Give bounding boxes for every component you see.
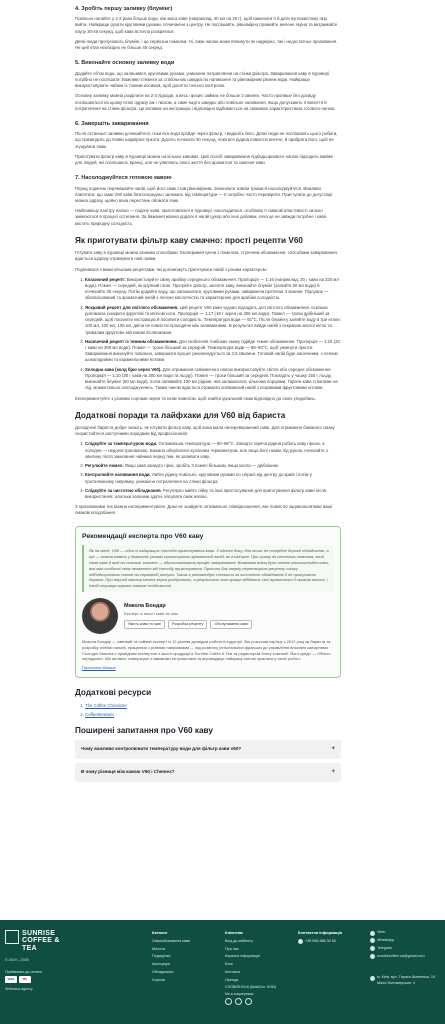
clients-link[interactable]: Блог [225, 962, 233, 967]
recipes-section [75, 236, 341, 402]
faq-heading: Поширені запитання про V60 каву [75, 726, 213, 736]
tip-text: Якщо кава занадто гірка, зробіть її помел більшим, якщо кисла — дрібнішим. [124, 463, 279, 469]
step-5 [75, 60, 341, 112]
recipe-item [85, 277, 341, 302]
step-paragraph: Основну заливку можна розділити на 2-3 підходи, а весь процес займає не більше 3 хвилин. Часто пропише без досвіду поспішаються на цьому етапі одразу аж і тиском, а саме надто швидко або повільне заливання, якщо допускають її вилиття й потрапляння на стінки фільтра. Це впливає на екстракцію і відповідно відбивається на смакових характеристиках готового напою. [75, 93, 336, 111]
phone-item[interactable]: +38 066 888 35 65 [298, 939, 342, 945]
tip-text: Лийте рідину повільно, круговими рухами по спіралі від центру до країв і потім у протилежному напрямку, уникаючи потрапляння на стінки фільтра. [85, 472, 312, 484]
tips-list [75, 441, 341, 500]
tip-item [85, 472, 341, 484]
tips-section [75, 411, 341, 517]
viber-icon [370, 931, 375, 936]
recipes-lead: Поділимося з вами кількома рецептами, які допоможуть приготувати напій з різним характером: [75, 266, 267, 272]
tip-text: Оптимальна температура — 90–96°C. Занадто гаряча рідина робить каву гіркою, а холодна — недоекстрагованою. Бажано оберігатися кухонним термометром, але якщо його немає під рукою, почекайте 1 хвилину після закипання чайника перед тим, як заливати каву. [85, 441, 329, 459]
recipe-text: Цей рецепт V60 кави чудово підходить для світлого обсмаження, оскільки допомагає розкрити фруктові та квіткові ноти. Пропорція — 1:17 (18 г зерен на 306 мл води). Помел — трохи дрібніший за середній, щоб посилити екстракцію й посилити солодкість. Температура води — 92°C. Після блумінгу залийте воду в три етапи: 100 мл, 100 мл, 106 мл, двічи не повністю проходячи між заливаннями. В результаті вийде напій з яскравою кислотністю та тривалим фруктово-квітковим післясмаком. [85, 304, 341, 335]
clients-title: Клієнтам [225, 930, 243, 935]
step-paragraph: Повільно налийте у 2-3 рази більше води, ніж маса кави (наприклад, 40 мл на 20 г), щоб намочити її й дати вуглекислому газу вийти. Найкраще рухати круговими рухами, починаючи з центру. Не поспішайте, рівномірно промийте меленe зерна та витримайте паузу 30-45 секунд, щоб кава встигла розкритися. [75, 16, 338, 34]
step-paragraph: Найповнішу палітру напою — подачу кави, приготовленої в пуровері, насолодитися, особливо її смакові властивості сильно змінюються в процесі остигання. За бажання можна додати в напій цукор або інші добавки, хоча це не завжди потрібне і кава містить природну солодкість. [75, 208, 326, 226]
tip-name: Слідкуйте за температурою води. [85, 441, 158, 447]
catalog-link[interactable]: Молота [152, 946, 165, 951]
tips-intro: Досвідчені бариста добре знають, як готувати фільтр каву, щоб вона мала неперевершений смак. Для отримання бажаного смаку скористайтеся наступними порадами від професіоналів: [75, 424, 335, 437]
recipe-text: Для любителів глибоких смаку підійде темне обсмаження. Пропорція — 1:15 (20 г кави на 300 мл води). Помел — трохи більший за середній. Температура води — 88–90°C, щоб уникнути гіркоти. Заварювання виконуйте повільно, завершити процес рекомендується за 3,5 хвилини. Готовий напій буде насиченим, з легким шоколадними та карамельними нотами. [85, 338, 340, 363]
payments-label: Приймаємо до оплати [5, 970, 43, 974]
plus-icon: + [331, 769, 335, 776]
resources-section [75, 688, 341, 718]
recipe-name: Холодна кава (колд брю через V60). [85, 366, 162, 372]
clients-link[interactable]: Про нас [225, 946, 239, 951]
step-6 [75, 121, 341, 166]
tip-item [85, 463, 341, 469]
step-paragraph: Деякі люди пропускають блумінг, і це серйозна помилка. Ні, смак напою може вплинути як надмірно, так і недостатньо проливання. Не цей етап необхідно не більше 45 секунд. [75, 38, 338, 51]
step-paragraph: Додайте об'єм води, що залишився, круговими рухами, уникаючи потрапляння на стінки фільтра. Заварювання каву в пуровері потрібно не поспішати. Важливо стежити за стабільною швидкістю наливання та рівномірним рівнем води. Найкраще використовувати чайник із тонким носиком, щоб досягти точного контролю. [75, 70, 329, 89]
tips-heading: Додаткові поради та лайфхаки для V60 від бариста [75, 410, 286, 420]
location-icon [370, 976, 375, 981]
step-title: 4. Зробіть першу заливку (блумінг) [75, 6, 173, 12]
payment-cards [5, 976, 31, 983]
recipe-name: Класичний рецепт: [85, 276, 126, 282]
step-4 [75, 6, 341, 51]
clients-link[interactable]: Оренда [225, 977, 239, 982]
recipes-heading: Як приготувати фільтр каву смачно: прості рецепти V60 [75, 235, 303, 245]
expert-tag[interactable]: Якість кави та чаю [124, 620, 165, 630]
tiktok-icon[interactable] [245, 998, 252, 1005]
expert-name: Микола Бондар [124, 602, 166, 609]
clients-link[interactable]: Контакти [225, 969, 241, 974]
mail-icon [370, 954, 375, 959]
faq-item[interactable] [75, 740, 341, 759]
expert-role: Експерт із якості кави та чаю [124, 610, 178, 616]
step-title: 6. Завершіть заварювання [75, 120, 149, 127]
expert-tags [124, 620, 252, 630]
plus-icon: + [331, 746, 335, 753]
step-7 [75, 175, 341, 227]
social-icons [225, 998, 252, 1005]
expert-title: Рекомендації експерта про V60 каву [82, 532, 204, 540]
whatsapp-item[interactable]: WhatsApp [370, 938, 438, 944]
instagram-icon[interactable] [235, 998, 242, 1005]
clients-link[interactable]: Корисна інформація [225, 954, 260, 959]
step-title: 7. Насолоджуйтеся готовою кавою [75, 175, 172, 182]
recipes-outro: Експериментуйте з різними сортами зерен та їхнім помелом, щоб знайти ідеальний смак відповідно до своїх уподобань. [75, 395, 316, 401]
catalog-link[interactable]: Сиропи [152, 977, 165, 982]
expert-tag[interactable]: Обслуговання кави [210, 620, 252, 630]
clients-link[interactable]: CЛОВІЯНСЬК (Київ/Сіл. В/30) [225, 985, 276, 990]
site-footer [0, 920, 445, 1024]
footer-catalog [152, 930, 190, 985]
logo-mark-icon [5, 930, 19, 944]
footer-messengers [370, 930, 438, 988]
expert-bio: Микола Бондар — кавовий та чайний експерт із 12-річним досвідом роботи в індустрії. Він розпочав кар'єру з 2012 році як бариста та розробку лінійки напоїв, працюючи з різними напрямками — від розвитку регіональних франшиз до управління власним кав'ярнями. Сьогодні Микола є провідним експертом з якості продукції в Sunrise Coffee & Tea та редактором блогу компанії. Його кредо — «Якість передусім». Він активно співпрацює з кавовими ентузіастами та впроваджує найкращі світові практики у своєї роботі. [82, 639, 331, 662]
expert-card [75, 526, 341, 679]
facebook-icon[interactable] [225, 998, 232, 1005]
catalog-link[interactable]: Аксесуари [152, 962, 170, 967]
copyright: © 2019 – 2025 [5, 958, 29, 962]
whatsapp-icon [370, 938, 375, 943]
email-item[interactable]: sunrisecoffee.ua@gmail.com [370, 954, 438, 960]
viber-item[interactable]: Viber [370, 930, 438, 936]
social-label: Ми в соцмережах [225, 992, 254, 996]
tips-outro: З прихованими тих можна експериментувати. Доки не знайдете оптимальне співвідношення, яке повністю задовольнятиме ваші смакові вподобання. [75, 504, 332, 516]
catalog-link[interactable]: Подарунки [152, 954, 171, 959]
made-by-link[interactable]: Webhaus.agency [5, 987, 33, 991]
tip-name: Контролюйте наливання води. [85, 472, 151, 478]
tip-text: Регулярно мийте лійку та інші пристосування для приготування фільтр-кави після використання, оскільки залишки здатні зіпсувати смак напою. [85, 487, 327, 499]
recipe-text: Використовуйте свіжу арабіку середнього обсмаження. Пропорція — 1:16 (наприклад, 20 г кави на 320 мл води). Помел — середній, як крупний пісок. Прогрійте фільтр, засипте каву, виконайте блумінг (залийте 60 мл води) й почекайте 30 секунд. Потім додайте воду, що залишилася, круговими рухами, заварюючи протягом 3 хвилин. Підсумок — збалансований та ароматний напій з легкою кислотністю та характерною для арабіки солодкістю. [85, 276, 339, 301]
read-more-link[interactable]: Прочитати більше [82, 665, 116, 671]
faq-section [75, 726, 341, 782]
step-paragraph: Перед подачею перемішайте напій, щоб його смак став рівномірним. Зекономте зовсім трішки й насолоджуйтеся. Важливо пам'ятати, що смак V60 кави безпосередньо залежить від температури — її потрібно часто перевіряти. Приступати до дегустації можна одразу, щойно вона перестане обпікати язик. [75, 185, 333, 203]
faq-item[interactable] [75, 763, 341, 782]
catalog-title: Каталог [152, 930, 168, 935]
tip-item [85, 488, 341, 500]
catalog-link[interactable]: Обладнання [152, 969, 174, 974]
footer-clients [225, 930, 276, 993]
step-title: 5. Виконайте основну заливку води [75, 60, 175, 67]
step-paragraph: Після останньої заливки дочекайтеся, поки вся вода пройде через фільтр, і видаліть його. Деякі люди не поспішають цього робити, що призводить до появи надмірної гіркоти. Досить почекати 30 секунд, поки вся рідина повністю витече, й прибрати його, щоб не згущувати смак. [75, 131, 338, 149]
resource-link[interactable]: 2. Coffeebrewster [85, 712, 341, 718]
recipe-item [85, 305, 341, 336]
contacts-title: Контактна інформація [298, 930, 343, 935]
resource-link[interactable]: 1. The Coffee Chronicler [85, 703, 341, 709]
faq-question: Чому важливо контролювати температуру води для фільтр кави v60? [81, 746, 242, 752]
resources-heading: Додаткові ресурси [75, 688, 152, 698]
catalog-link[interactable]: Свіжообсмажена кава [152, 938, 190, 943]
recipe-text: Для отримання освіжаючого напою використовуйте світлe або середнє обсмаження. Пропорція — 1:10 (30 г кави на 300 мл води та льоду). Помел — трохи більший за середній. Покладіть у чашку 150 г льоду, виконайте блумінг (50 мл води), потім заливайте 100 мл рідини, яка залишилася, кількома порціями. Гаряча кава стікатиме на лід, моментально охолоджуючись. Таким чином вдасться отримати освіжаючий напій з яскравими фруктовими нотами. [85, 366, 338, 391]
expert-quote: Як на мене, V60 — один із найкращих способів приготування кави. З одного боку, для нього не потрібне дороге обладнання, а ще — можна навіть у домашніх умовах приготувати ароматний напій, як в кав'ярні. При цьому не настільки важлива, який саме кава й якої на сопілкаї, головне — вдосконалювати процес заварювання. Виявляєм всіма були технік кількохитьбох кави, яка має особливі смак незалежно від способу приготування. Пропоно бак зверну перетворила рецепту чашку підбадьорливого напою на справжній ритуал. Також в рекомендую стежити за чистотою обладнання й не пропускати блумінг. При першій заливці мелені зерна розбухають, в результаті чого краще віддають свої ароматичні й смакові якості, і напій отримує виразні смакові особливості. [82, 545, 334, 592]
step-paragraph: Приготувати фільтр-каву в пуровері можна на кількох кавових. Цей спосіб заварювання підбадьорливого напою підходить майже для людей, які поспішають вранці, але не уявляють свого життя без ароматної та смачної кави. [75, 153, 333, 166]
brand-line-1: SUNRISE [22, 930, 56, 937]
recipe-item [85, 367, 341, 392]
expert-tag[interactable]: Розробка рецепту [168, 620, 208, 630]
phone-icon [298, 939, 303, 944]
telegram-item[interactable]: Telegram [370, 946, 438, 952]
article-content [75, 0, 341, 782]
telegram-icon [370, 946, 375, 951]
tip-name: Регулюйте помел. [85, 463, 124, 469]
clients-link[interactable]: Вхід до кабінету [225, 938, 253, 943]
tip-item [85, 441, 341, 460]
mastercard-icon: MC [19, 976, 31, 983]
brand-line-2: COFFEE & TEA [22, 937, 60, 952]
visa-icon: VISA [5, 976, 17, 983]
recipes-intro: Готувати каву в пуровері можна різними способами. Експериментуючи з помелом, ступенем обсмаження, способами заварювання, вдасться щоразу отримувати нові смаки. [75, 250, 338, 262]
faq-question: В чому різниця між кавою V60 і Chemex? [81, 769, 175, 775]
expert-author [82, 598, 334, 634]
avatar [82, 598, 118, 634]
tip-name: Слідкуйте за чистотою обладнання. [85, 487, 162, 493]
footer-contacts [298, 930, 342, 947]
recipes-list [75, 277, 341, 392]
recipe-item [85, 339, 341, 364]
recipe-name: Насичений рецепт із темним обсмаженням. [85, 338, 178, 344]
address-item[interactable]: м. Київ, вул. Тараса Шевченка, 15 Мала Житомирська, 4 [370, 975, 438, 986]
recipe-name: Яскравий рецепт для світлого обсмаження. [85, 304, 179, 310]
